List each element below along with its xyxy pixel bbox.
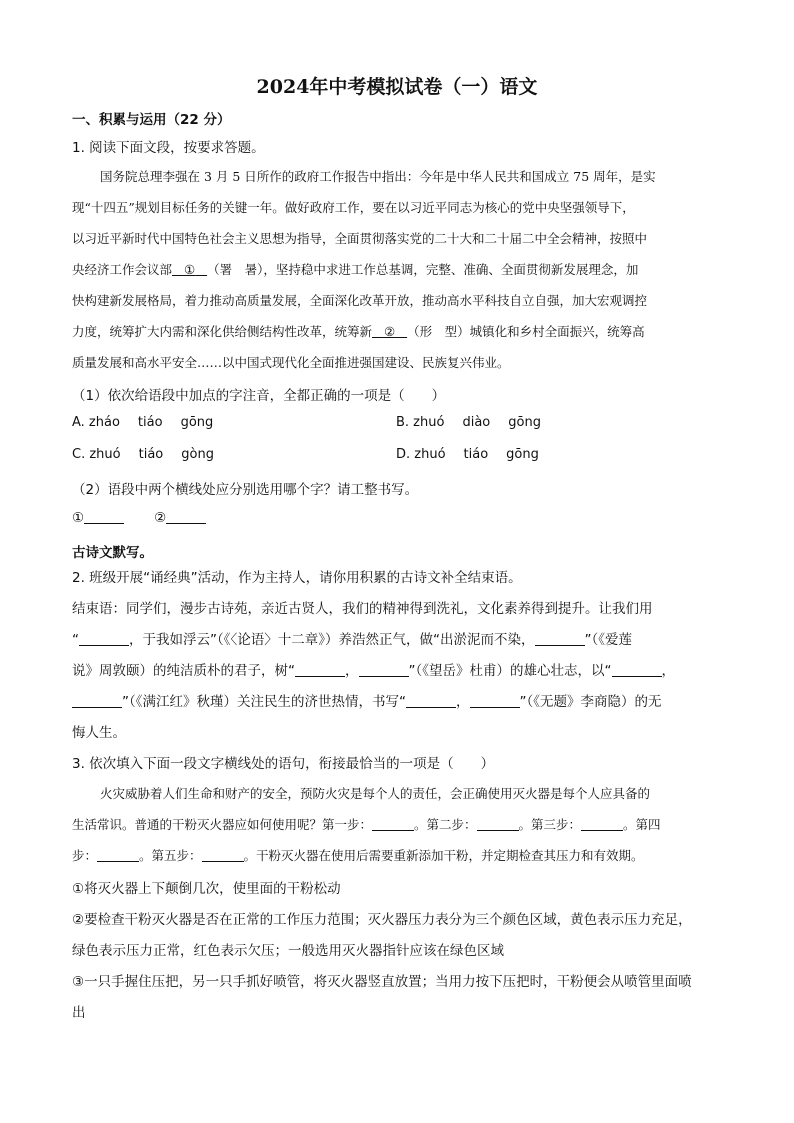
poem-blank-8[interactable] bbox=[470, 693, 520, 708]
poem-blank-4[interactable] bbox=[359, 662, 409, 677]
statement-3-line-2: 出 bbox=[72, 1005, 86, 1021]
answer-line: ① ② bbox=[72, 509, 206, 526]
statement-1: ①将灭火器上下颠倒几次，使里面的干粉松动 bbox=[72, 881, 341, 897]
passage-line-3: 以习近平新时代中国特色社会主义思想为指导，全面贯彻落实党的二十大和二十届二中全会精神，按照中 bbox=[72, 231, 648, 246]
question-1-stem: 1. 阅读下面文段，按要求答题。 bbox=[72, 140, 265, 156]
section-heading-poetry: 古诗文默写。 bbox=[72, 545, 153, 561]
statement-2-line-2: 绿色表示压力正常，红色表示欠压；一般选用灭火器指针应该在绿色区域 bbox=[72, 943, 504, 959]
passage-text: （形 型）城镇化和乡村全面振兴，统筹高 bbox=[407, 324, 645, 339]
poem-blank-7[interactable] bbox=[406, 693, 456, 708]
step-blank-2[interactable] bbox=[477, 816, 519, 831]
closing-line-1: 结束语：同学们，漫步古诗苑，亲近古贤人，我们的精神得到洗礼，文化素养得到提升。让我们用 bbox=[72, 601, 653, 617]
blank-2-marker: ② bbox=[383, 324, 396, 339]
poem-blank-5[interactable] bbox=[612, 662, 662, 677]
closing-line-5: 悔人生。 bbox=[72, 725, 126, 741]
statement-3-line-1: ③一只手握住压把，另一只手抓好喷管，将灭火器竖直放置；当用力按下压把时，干粉便会从喷管里面喷 bbox=[72, 974, 692, 990]
sub-question-2: （2）语段中两个横线处应分别选用哪个字？请工整书写。 bbox=[72, 482, 419, 498]
step-blank-1[interactable] bbox=[372, 816, 414, 831]
step-blank-5[interactable] bbox=[202, 847, 244, 862]
page-title: 2024年中考模拟试卷（一）语文 bbox=[256, 76, 538, 98]
poem-blank-1[interactable] bbox=[79, 631, 129, 646]
poem-blank-3[interactable] bbox=[295, 662, 345, 677]
sub-question-1: （1）依次给语段中加点的字注音，全都正确的一项是（ ） bbox=[72, 388, 446, 404]
fire-passage-line-3: 步： 。第五步： 。干粉灭火器在使用后需要重新添加干粉，并定期检查其压力和有效期。 bbox=[72, 848, 644, 863]
option-a[interactable]: A. zháo tiáo gōng bbox=[72, 415, 214, 430]
passage-line-2: 现“十四五”规划目标任务的关键一年。做好政府工作，要在以习近平同志为核心的党中央坚强领导下， bbox=[72, 200, 635, 215]
option-d[interactable]: D. zhuó tiáo gōng bbox=[396, 447, 539, 462]
question-2-stem: 2. 班级开展“诵经典”活动，作为主持人，请你用积累的古诗文补全结束语。 bbox=[72, 570, 522, 586]
passage-text: 力度，统筹扩大内需和深化供给侧结构性改革，统筹新 bbox=[72, 324, 373, 339]
blank-1-marker: ① bbox=[183, 262, 196, 277]
passage-line-5: 快构建新发展格局，着力推动高质量发展，全面深化改革开放，推动高水平科技自立自强，加大宏观调控 bbox=[72, 293, 648, 308]
poem-blank-2[interactable] bbox=[535, 631, 585, 646]
option-b[interactable]: B. zhuó diào gōng bbox=[396, 415, 541, 430]
step-blank-3[interactable] bbox=[581, 816, 623, 831]
passage-line-7: 质量发展和高水平安全……以中国式现代化全面推进强国建设、民族复兴伟业。 bbox=[72, 355, 510, 370]
fire-passage-line-2: 生活常识。普通的干粉灭火器应如何使用呢？第一步： 。第二步： 。第三步： 。第四 bbox=[72, 817, 661, 832]
section-heading-accumulation: 一、积累与运用（22 分） bbox=[72, 112, 231, 128]
passage-text: 央经济工作会议部 bbox=[72, 262, 173, 277]
passage-line-4 bbox=[72, 260, 638, 278]
answer-blank-2[interactable] bbox=[166, 509, 206, 524]
closing-line-2: “ ，于我如浮云”（《〈论语〉十二章》）养浩然正气，做“出淤泥而不染， ”（《爱莲 bbox=[72, 632, 632, 648]
closing-line-3: 说》周敦颐）的纯洁质朴的君子，树“ ， ”（《望岳》杜甫）的雄心壮志，以“ ， bbox=[72, 663, 675, 679]
option-c[interactable]: C. zhuó tiáo gòng bbox=[72, 447, 214, 462]
poem-blank-6[interactable] bbox=[72, 693, 122, 708]
passage-text: （署 暑），坚持稳中求进工作总基调，完整、准确、全面贯彻新发展理念，加 bbox=[207, 262, 639, 277]
closing-line-4: ”（《满江红》秋瑾）关注民生的济世热情，书写“ ， ”（《无题》李商隐）的无 bbox=[72, 690, 662, 710]
statement-2-line-1: ②要检查干粉灭火器是否在正常的工作压力范围；灭火器压力表分为三个颜色区域，黄色表示压力充足， bbox=[72, 912, 692, 928]
passage-line-1: 国务院总理李强在 3 月 5 日所作的政府工作报告中指出：今年是中华人民共和国成立 75 周年，是实 bbox=[100, 169, 656, 184]
question-3-stem: 3. 依次填入下面一段文字横线处的语句，衔接最恰当的一项是（ ） bbox=[72, 756, 495, 772]
fire-passage-line-1: 火灾威胁着人们生命和财产的安全，预防火灾是每个人的责任，会正确使用灭火器是每个人应具备的 bbox=[100, 786, 651, 801]
answer-blank-1[interactable] bbox=[84, 509, 124, 524]
step-blank-4[interactable] bbox=[97, 847, 139, 862]
passage-line-6 bbox=[72, 322, 645, 340]
